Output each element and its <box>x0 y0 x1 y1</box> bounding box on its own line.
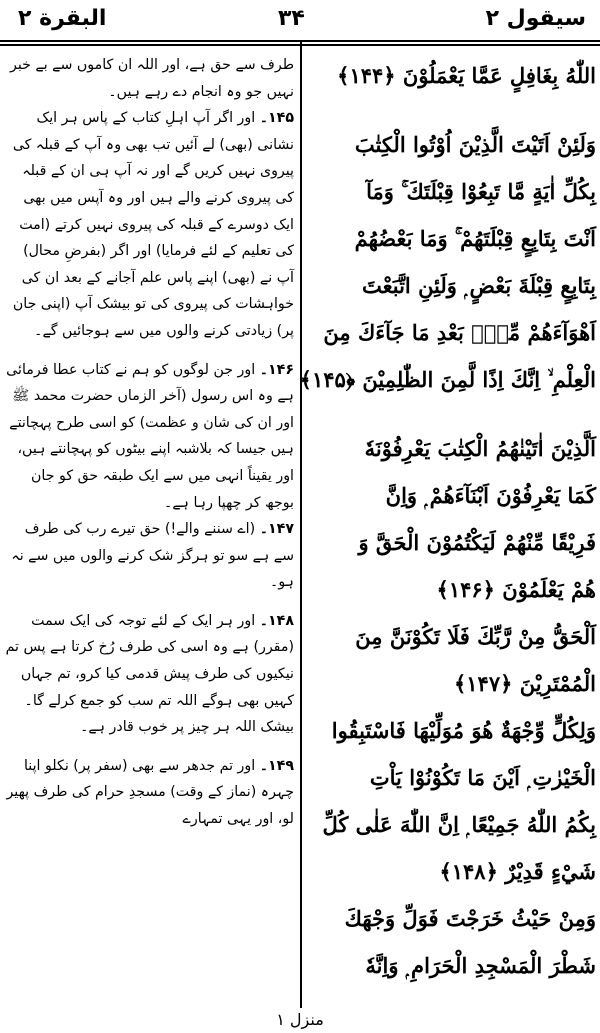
translation-text: اور اگر آپ اہلِ کتاب کے پاس ہر ایک نشانی (بھی) لے آئیں تب بھی وہ آپ کے قبلہ کی پیروی نہیں کریں گے اور نہ آپ ہی ان کے قبلہ کی پیروی کرنے والے ہیں اور وہ آپس میں بھی ایک دوسرے کے قبلہ کی پیروی نہیں کرتے (امت کی تعلیم کے لئے فرمایا) اور اگر (بفرضِ محال) آپ نے (بھی) اپنے پاس علم آجانے کے بعد ان کی خواہشات کی پیروی کی تو بیشک آپ (اپنی جان پر) زیادتی کرنے والوں میں سے ہوجائیں گے۔ <box>12 110 294 339</box>
arabic-text-column <box>299 52 596 989</box>
arabic-line: اَنْتَ بِتَابِعٍ قِبْلَتَهُمْ ۚ وَمَا بَعْضُهُمْ <box>354 226 596 251</box>
manzil-footer: منزل ۱ <box>276 1010 324 1029</box>
page-number: ۳۴ <box>278 6 305 31</box>
arabic-line: هُمْ يَعْلَمُوْنَ ﴿۱۴۶﴾ <box>436 577 596 602</box>
translation-text: (اے سننے والے!) حق تیرے رب کی طرف سے ہے سو تو ہرگز شک کرنے والوں میں سے نہ ہو۔ <box>11 521 294 591</box>
urdu-translation-column <box>4 52 294 833</box>
arabic-line: اللّٰهُ بِغَافِلٍ عَمَّا يَعْمَلُوْنَ ﴿۱۴۴﴾ <box>337 63 596 88</box>
arabic-line: الْخَيْرٰتِ ۭ اَيْنَ مَا تَكُوْنُوْا يَاْتِ <box>369 765 596 790</box>
translation-verse-148 <box>4 608 294 741</box>
arabic-line: وَلَئِنْ اَتَيْتَ الَّذِيْنَ اُوْتُوا الْكِتٰبَ <box>354 132 596 157</box>
translation-text: اور تم جدھر سے بھی (سفر پر) نکلو اپنا چہرہ (نماز کے وقت) مسجدِ حرام کی طرف پھیر لو، اور یہی تمہارے <box>6 757 294 828</box>
arabic-line: بِتَابِعٍ قِبْلَةَ بَعْضٍ ۭ وَلَئِنِ اتَّبَعْتَ <box>361 273 596 298</box>
translation-verse-149 <box>4 753 294 833</box>
translation-text: اور ہر ایک کے لئے توجہ کی ایک سمت (مقرر) ہے وہ اسی کی طرف رُخ کرتا ہے پس تم نیکیوں کی طرف پیش قدمی کیا کرو، تم جہاں کہیں بھی ہوگے اللہ تم سب کو جمع کرلے گا۔ بیشک اللہ ہر چیز پر خوب قادر ہے۔ <box>5 612 294 736</box>
arabic-line: بِكُلِّ اٰيَةٍ مَّا تَبِعُوْا قِبْلَتَكَ ۚ وَمَآ <box>366 179 596 204</box>
arabic-line: بِكُمُ اللّٰهُ جَمِيْعًا ۭ اِنَّ اللّٰهَ عَلٰى كُلِّ <box>322 812 596 837</box>
arabic-line: اَلْحَقُّ مِنْ رَّبِّكَ فَلَا تَكُوْنَنَّ مِنَ <box>355 624 596 649</box>
arabic-line: شَطْرَ الْمَسْجِدِ الْحَرَامِ ۭ وَاِنَّهٗ <box>365 953 596 978</box>
arabic-line: اَلَّذِيْنَ اٰتَيْنٰهُمُ الْكِتٰبَ يَعْرِفُوْنَهٗ <box>364 436 596 461</box>
verse-number: ۱۴۹۔ <box>259 757 294 774</box>
translation-verse-147 <box>4 516 294 596</box>
verse-number: ۱۴۸۔ <box>259 612 294 629</box>
column-divider <box>300 40 302 1008</box>
page-header <box>0 0 600 44</box>
verse-number: ۱۴۶۔ <box>259 361 294 378</box>
arabic-line: وَلِكُلٍّ وِّجْهَةٌ هُوَ مُوَلِّيْهَا فَاسْتَبِقُوا <box>331 718 596 743</box>
arabic-line: اَهْوَآءَهُمْ مِّنْۢ بَعْدِ مَا جَآءَكَ مِنَ <box>323 320 596 345</box>
arabic-line: فَرِيْقًا مِّنْهُمْ لَيَكْتُمُوْنَ الْحَقَّ وَ <box>358 530 596 555</box>
arabic-line: كَمَا يَعْرِفُوْنَ اَبْنَآءَهُمْ ۭ وَاِنَّ <box>385 483 596 508</box>
arabic-line: وَمِنْ حَيْثُ خَرَجْتَ فَوَلِّ وَجْهَكَ <box>344 906 596 931</box>
juz-title: سیقول ۲ <box>485 6 586 31</box>
arabic-line: شَيْءٍ قَدِيْرٌ ﴿۱۴۸﴾ <box>439 859 596 884</box>
verse-number: ۱۴۵۔ <box>259 110 294 127</box>
surah-title: البقرة ۲ <box>18 6 107 31</box>
translation-text: اور جن لوگوں کو ہم نے کتاب عطا فرمائی ہے وہ اس رسول (آخر الزماں حضرت محمد ﷺ اور ان کی شان و عظمت) کو اسی طرح پہچانتے ہیں جیسا کہ بلاشبہ اپنے بیٹوں کو پہچانتے ہیں، اور یقیناً انہی میں سے ایک طبقہ حق کو جان بوجھ کر چھپا رہا ہے۔ <box>6 361 294 511</box>
arabic-line: الْعِلْمِ ۙ اِنَّكَ اِذًا لَّمِنَ الظّٰلِمِيْنَ ﴿۱۴۵﴾ <box>299 367 596 392</box>
translation-continuation: طرف سے حق ہے، اور اللہ ان کاموں سے بے خبر نہیں جو وہ انجام دے رہے ہیں۔ <box>10 57 294 100</box>
translation-verse-146 <box>4 357 294 517</box>
verse-number: ۱۴۷۔ <box>259 521 294 538</box>
arabic-line: الْمُمْتَرِيْنَ ﴿۱۴۷﴾ <box>453 671 596 696</box>
translation-verse-145 <box>4 105 294 344</box>
